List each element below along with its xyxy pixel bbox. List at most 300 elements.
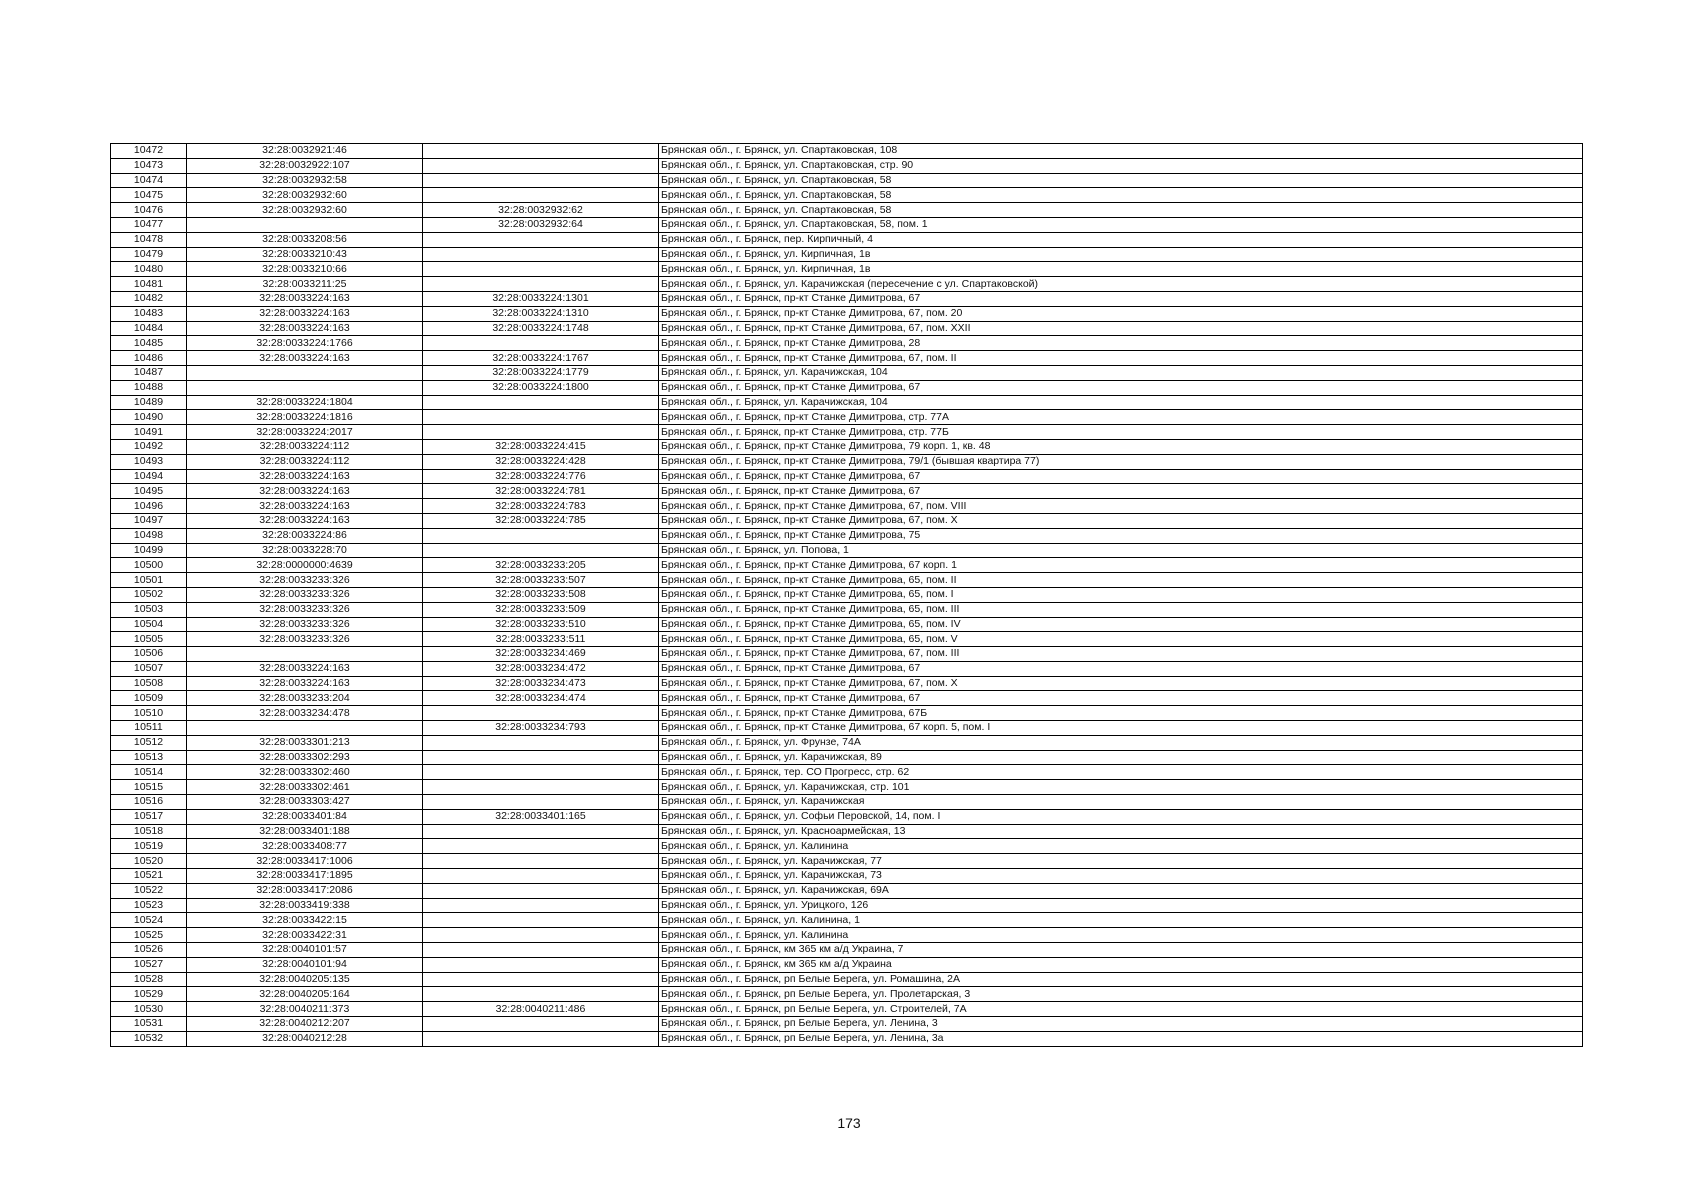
table-row: [111, 277, 1583, 292]
table-row: [111, 721, 1583, 736]
land-cadastral-number-cell: 32:28:0033417:2086: [187, 883, 423, 898]
address-cell: Брянская обл., г. Брянск, пр-кт Станке Димитрова, 67Б: [659, 706, 1583, 721]
land-cadastral-number-cell: 32:28:0033422:31: [187, 928, 423, 943]
table-row: [111, 203, 1583, 218]
land-cadastral-number-cell: 32:28:0032932:60: [187, 203, 423, 218]
table-row: [111, 943, 1583, 958]
table-row: [111, 573, 1583, 588]
table-row: [111, 795, 1583, 810]
address-cell: Брянская обл., г. Брянск, пр-кт Станке Димитрова, стр. 77А: [659, 410, 1583, 425]
row-number-cell: 10482: [111, 291, 187, 306]
table-row: [111, 306, 1583, 321]
address-cell: Брянская обл., г. Брянск, ул. Карачижская, 89: [659, 750, 1583, 765]
land-cadastral-number-cell: 32:28:0033233:326: [187, 587, 423, 602]
row-number-cell: 10519: [111, 839, 187, 854]
address-cell: Брянская обл., г. Брянск, ул. Спартаковская, 108: [659, 144, 1583, 159]
object-cadastral-number-cell: [423, 232, 659, 247]
object-cadastral-number-cell: 32:28:0033224:1310: [423, 306, 659, 321]
row-number-cell: 10481: [111, 277, 187, 292]
table-row: [111, 188, 1583, 203]
table-row: [111, 365, 1583, 380]
land-cadastral-number-cell: [187, 721, 423, 736]
land-cadastral-number-cell: 32:28:0033228:70: [187, 543, 423, 558]
land-cadastral-number-cell: 32:28:0040205:164: [187, 987, 423, 1002]
object-cadastral-number-cell: [423, 706, 659, 721]
table-row: [111, 173, 1583, 188]
row-number-cell: 10479: [111, 247, 187, 262]
address-cell: Брянская обл., г. Брянск, ул. Калинина: [659, 839, 1583, 854]
row-number-cell: 10530: [111, 1002, 187, 1017]
row-number-cell: 10494: [111, 469, 187, 484]
land-cadastral-number-cell: 32:28:0033419:338: [187, 898, 423, 913]
address-cell: Брянская обл., г. Брянск, ул. Карачижская, 104: [659, 365, 1583, 380]
table-row: [111, 395, 1583, 410]
object-cadastral-number-cell: [423, 528, 659, 543]
row-number-cell: 10513: [111, 750, 187, 765]
address-cell: Брянская обл., г. Брянск, пр-кт Станке Димитрова, 79 корп. 1, кв. 48: [659, 439, 1583, 454]
row-number-cell: 10499: [111, 543, 187, 558]
row-number-cell: 10492: [111, 439, 187, 454]
address-cell: Брянская обл., г. Брянск, пр-кт Станке Димитрова, 67, пом. X: [659, 676, 1583, 691]
address-cell: Брянская обл., г. Брянск, пр-кт Станке Димитрова, 67 корп. 1: [659, 558, 1583, 573]
address-cell: Брянская обл., г. Брянск, ул. Урицкого, 126: [659, 898, 1583, 913]
land-cadastral-number-cell: 32:28:0033224:1816: [187, 410, 423, 425]
table-row: [111, 469, 1583, 484]
row-number-cell: 10480: [111, 262, 187, 277]
row-number-cell: 10528: [111, 972, 187, 987]
table-row: [111, 602, 1583, 617]
object-cadastral-number-cell: 32:28:0033224:1767: [423, 351, 659, 366]
table-row: [111, 351, 1583, 366]
row-number-cell: 10509: [111, 691, 187, 706]
table-row: [111, 661, 1583, 676]
object-cadastral-number-cell: [423, 1017, 659, 1032]
land-cadastral-number-cell: 32:28:0033224:86: [187, 528, 423, 543]
object-cadastral-number-cell: [423, 854, 659, 869]
land-cadastral-number-cell: 32:28:0040212:207: [187, 1017, 423, 1032]
object-cadastral-number-cell: [423, 262, 659, 277]
address-cell: Брянская обл., г. Брянск, пр-кт Станке Димитрова, 67, пом. XXII: [659, 321, 1583, 336]
land-cadastral-number-cell: 32:28:0032932:60: [187, 188, 423, 203]
land-cadastral-number-cell: 32:28:0033233:326: [187, 617, 423, 632]
object-cadastral-number-cell: [423, 839, 659, 854]
land-cadastral-number-cell: [187, 647, 423, 662]
address-cell: Брянская обл., г. Брянск, ул. Спартаковская, 58, пом. 1: [659, 217, 1583, 232]
address-cell: Брянская обл., г. Брянск, ул. Спартаковская, 58: [659, 203, 1583, 218]
table-row: [111, 765, 1583, 780]
land-cadastral-number-cell: 32:28:0033417:1895: [187, 869, 423, 884]
row-number-cell: 10502: [111, 587, 187, 602]
land-cadastral-number-cell: 32:28:0033224:163: [187, 499, 423, 514]
row-number-cell: 10491: [111, 425, 187, 440]
table-row: [111, 543, 1583, 558]
table-row: [111, 972, 1583, 987]
table-row: [111, 913, 1583, 928]
object-cadastral-number-cell: 32:28:0033233:205: [423, 558, 659, 573]
object-cadastral-number-cell: 32:28:0033233:509: [423, 602, 659, 617]
address-cell: Брянская обл., г. Брянск, тер. СО Прогресс, стр. 62: [659, 765, 1583, 780]
row-number-cell: 10484: [111, 321, 187, 336]
land-cadastral-number-cell: 32:28:0033224:163: [187, 469, 423, 484]
land-cadastral-number-cell: 32:28:0033234:478: [187, 706, 423, 721]
table-row: [111, 957, 1583, 972]
table-row: [111, 484, 1583, 499]
land-cadastral-number-cell: [187, 365, 423, 380]
object-cadastral-number-cell: [423, 173, 659, 188]
object-cadastral-number-cell: [423, 943, 659, 958]
land-cadastral-number-cell: 32:28:0032932:58: [187, 173, 423, 188]
land-cadastral-number-cell: 32:28:0033302:293: [187, 750, 423, 765]
land-cadastral-number-cell: [187, 217, 423, 232]
address-cell: Брянская обл., г. Брянск, пр-кт Станке Димитрова, 67 корп. 5, пом. I: [659, 721, 1583, 736]
address-cell: Брянская обл., г. Брянск, рп Белые Берега, ул. Ромашина, 2А: [659, 972, 1583, 987]
land-cadastral-number-cell: 32:28:0040101:94: [187, 957, 423, 972]
address-cell: Брянская обл., г. Брянск, ул. Кирпичная, 1в: [659, 262, 1583, 277]
row-number-cell: 10514: [111, 765, 187, 780]
table-row: [111, 1031, 1583, 1046]
address-cell: Брянская обл., г. Брянск, пр-кт Станке Димитрова, 67, пом. X: [659, 513, 1583, 528]
object-cadastral-number-cell: [423, 765, 659, 780]
address-cell: Брянская обл., г. Брянск, пер. Кирпичный, 4: [659, 232, 1583, 247]
object-cadastral-number-cell: 32:28:0033233:510: [423, 617, 659, 632]
row-number-cell: 10490: [111, 410, 187, 425]
object-cadastral-number-cell: [423, 1031, 659, 1046]
row-number-cell: 10489: [111, 395, 187, 410]
row-number-cell: 10527: [111, 957, 187, 972]
row-number-cell: 10515: [111, 780, 187, 795]
land-cadastral-number-cell: 32:28:0040205:135: [187, 972, 423, 987]
object-cadastral-number-cell: 32:28:0033224:1748: [423, 321, 659, 336]
object-cadastral-number-cell: 32:28:0033234:473: [423, 676, 659, 691]
address-cell: Брянская обл., г. Брянск, пр-кт Станке Димитрова, 67, пом. 20: [659, 306, 1583, 321]
object-cadastral-number-cell: 32:28:0033233:508: [423, 587, 659, 602]
object-cadastral-number-cell: 32:28:0033224:781: [423, 484, 659, 499]
row-number-cell: 10526: [111, 943, 187, 958]
row-number-cell: 10508: [111, 676, 187, 691]
address-cell: Брянская обл., г. Брянск, пр-кт Станке Димитрова, 67: [659, 380, 1583, 395]
address-cell: Брянская обл., г. Брянск, ул. Попова, 1: [659, 543, 1583, 558]
land-cadastral-number-cell: 32:28:0033302:461: [187, 780, 423, 795]
table-row: [111, 647, 1583, 662]
table-row: [111, 587, 1583, 602]
object-cadastral-number-cell: 32:28:0033224:783: [423, 499, 659, 514]
land-cadastral-number-cell: 32:28:0032922:107: [187, 158, 423, 173]
table-row: [111, 883, 1583, 898]
land-cadastral-number-cell: 32:28:0033224:163: [187, 306, 423, 321]
row-number-cell: 10522: [111, 883, 187, 898]
table-row: [111, 454, 1583, 469]
address-cell: Брянская обл., г. Брянск, пр-кт Станке Димитрова, 67: [659, 661, 1583, 676]
row-number-cell: 10496: [111, 499, 187, 514]
land-cadastral-number-cell: 32:28:0033401:188: [187, 824, 423, 839]
row-number-cell: 10500: [111, 558, 187, 573]
land-cadastral-number-cell: 32:28:0033224:163: [187, 321, 423, 336]
land-cadastral-number-cell: 32:28:0033224:163: [187, 351, 423, 366]
row-number-cell: 10523: [111, 898, 187, 913]
object-cadastral-number-cell: [423, 425, 659, 440]
address-cell: Брянская обл., г. Брянск, ул. Карачижская: [659, 795, 1583, 810]
row-number-cell: 10503: [111, 602, 187, 617]
object-cadastral-number-cell: [423, 795, 659, 810]
object-cadastral-number-cell: [423, 883, 659, 898]
row-number-cell: 10483: [111, 306, 187, 321]
table-row: [111, 558, 1583, 573]
object-cadastral-number-cell: 32:28:0033224:1779: [423, 365, 659, 380]
table-row: [111, 691, 1583, 706]
object-cadastral-number-cell: 32:28:0032932:62: [423, 203, 659, 218]
object-cadastral-number-cell: [423, 824, 659, 839]
land-cadastral-number-cell: 32:28:0033224:112: [187, 439, 423, 454]
land-cadastral-number-cell: 32:28:0033401:84: [187, 809, 423, 824]
land-cadastral-number-cell: 32:28:0033210:66: [187, 262, 423, 277]
object-cadastral-number-cell: 32:28:0033234:793: [423, 721, 659, 736]
table-row: [111, 839, 1583, 854]
row-number-cell: 10510: [111, 706, 187, 721]
table-row: [111, 735, 1583, 750]
object-cadastral-number-cell: [423, 987, 659, 1002]
table-row: [111, 158, 1583, 173]
land-cadastral-number-cell: 32:28:0033210:43: [187, 247, 423, 262]
row-number-cell: 10473: [111, 158, 187, 173]
object-cadastral-number-cell: 32:28:0033224:785: [423, 513, 659, 528]
address-cell: Брянская обл., г. Брянск, рп Белые Берега, ул. Пролетарская, 3: [659, 987, 1583, 1002]
object-cadastral-number-cell: [423, 735, 659, 750]
land-cadastral-number-cell: 32:28:0033208:56: [187, 232, 423, 247]
row-number-cell: 10472: [111, 144, 187, 159]
table-row: [111, 854, 1583, 869]
address-cell: Брянская обл., г. Брянск, ул. Спартаковская, 58: [659, 173, 1583, 188]
land-cadastral-number-cell: 32:28:0033224:163: [187, 676, 423, 691]
table-row: [111, 425, 1583, 440]
object-cadastral-number-cell: [423, 247, 659, 262]
table-row: [111, 928, 1583, 943]
object-cadastral-number-cell: 32:28:0033224:428: [423, 454, 659, 469]
land-cadastral-number-cell: 32:28:0033422:15: [187, 913, 423, 928]
object-cadastral-number-cell: [423, 144, 659, 159]
row-number-cell: 10485: [111, 336, 187, 351]
row-number-cell: 10506: [111, 647, 187, 662]
row-number-cell: 10518: [111, 824, 187, 839]
row-number-cell: 10507: [111, 661, 187, 676]
row-number-cell: 10504: [111, 617, 187, 632]
address-cell: Брянская обл., г. Брянск, ул. Карачижская, 69А: [659, 883, 1583, 898]
address-cell: Брянская обл., г. Брянск, пр-кт Станке Димитрова, 67, пом. III: [659, 647, 1583, 662]
row-number-cell: 10498: [111, 528, 187, 543]
object-cadastral-number-cell: [423, 928, 659, 943]
address-cell: Брянская обл., г. Брянск, ул. Карачижская, 73: [659, 869, 1583, 884]
table-row: [111, 439, 1583, 454]
address-cell: Брянская обл., г. Брянск, ул. Софьи Перовской, 14, пом. I: [659, 809, 1583, 824]
land-cadastral-number-cell: 32:28:0033224:1804: [187, 395, 423, 410]
object-cadastral-number-cell: [423, 543, 659, 558]
object-cadastral-number-cell: 32:28:0033224:1800: [423, 380, 659, 395]
table-row: [111, 869, 1583, 884]
address-cell: Брянская обл., г. Брянск, пр-кт Станке Димитрова, 28: [659, 336, 1583, 351]
object-cadastral-number-cell: [423, 972, 659, 987]
address-cell: Брянская обл., г. Брянск, ул. Карачижская (пересечение с ул. Спартаковской): [659, 277, 1583, 292]
land-cadastral-number-cell: 32:28:0033224:163: [187, 484, 423, 499]
address-cell: Брянская обл., г. Брянск, ул. Спартаковская, 58: [659, 188, 1583, 203]
land-cadastral-number-cell: 32:28:0000000:4639: [187, 558, 423, 573]
address-cell: Брянская обл., г. Брянск, ул. Спартаковская, стр. 90: [659, 158, 1583, 173]
table-row: [111, 144, 1583, 159]
table-row: [111, 336, 1583, 351]
object-cadastral-number-cell: [423, 780, 659, 795]
land-cadastral-number-cell: 32:28:0033233:326: [187, 573, 423, 588]
table-row: [111, 898, 1583, 913]
land-cadastral-number-cell: 32:28:0033224:163: [187, 291, 423, 306]
land-cadastral-number-cell: 32:28:0033302:460: [187, 765, 423, 780]
object-cadastral-number-cell: 32:28:0033401:165: [423, 809, 659, 824]
row-number-cell: 10474: [111, 173, 187, 188]
object-cadastral-number-cell: [423, 188, 659, 203]
address-cell: Брянская обл., г. Брянск, км 365 км а/д Украина, 7: [659, 943, 1583, 958]
land-cadastral-number-cell: [187, 380, 423, 395]
row-number-cell: 10497: [111, 513, 187, 528]
address-cell: Брянская обл., г. Брянск, пр-кт Станке Димитрова, 65, пом. III: [659, 602, 1583, 617]
land-cadastral-number-cell: 32:28:0033224:112: [187, 454, 423, 469]
address-cell: Брянская обл., г. Брянск, ул. Калинина, 1: [659, 913, 1583, 928]
address-cell: Брянская обл., г. Брянск, ул. Карачижская, 77: [659, 854, 1583, 869]
table-row: [111, 987, 1583, 1002]
table-row: [111, 706, 1583, 721]
row-number-cell: 10486: [111, 351, 187, 366]
address-cell: Брянская обл., г. Брянск, ул. Карачижская, стр. 101: [659, 780, 1583, 795]
object-cadastral-number-cell: [423, 869, 659, 884]
table-row: [111, 410, 1583, 425]
land-cadastral-number-cell: 32:28:0033408:77: [187, 839, 423, 854]
object-cadastral-number-cell: 32:28:0032932:64: [423, 217, 659, 232]
land-cadastral-number-cell: 32:28:0032921:46: [187, 144, 423, 159]
table-row: [111, 632, 1583, 647]
address-cell: Брянская обл., г. Брянск, пр-кт Станке Димитрова, 67: [659, 291, 1583, 306]
row-number-cell: 10477: [111, 217, 187, 232]
address-cell: Брянская обл., г. Брянск, пр-кт Станке Димитрова, 65, пом. I: [659, 587, 1583, 602]
address-cell: Брянская обл., г. Брянск, пр-кт Станке Димитрова, 79/1 (бывшая квартира 77): [659, 454, 1583, 469]
object-cadastral-number-cell: 32:28:0033234:474: [423, 691, 659, 706]
row-number-cell: 10488: [111, 380, 187, 395]
row-number-cell: 10505: [111, 632, 187, 647]
address-cell: Брянская обл., г. Брянск, пр-кт Станке Димитрова, 67: [659, 484, 1583, 499]
address-cell: Брянская обл., г. Брянск, км 365 км а/д Украина: [659, 957, 1583, 972]
table-row: [111, 247, 1583, 262]
row-number-cell: 10487: [111, 365, 187, 380]
address-cell: Брянская обл., г. Брянск, ул. Фрунзе, 74А: [659, 735, 1583, 750]
object-cadastral-number-cell: [423, 913, 659, 928]
registry-table-body: [111, 144, 1583, 1047]
table-row: [111, 824, 1583, 839]
land-cadastral-number-cell: 32:28:0033224:2017: [187, 425, 423, 440]
object-cadastral-number-cell: 32:28:0033234:472: [423, 661, 659, 676]
page-number: 173: [837, 1115, 861, 1131]
row-number-cell: 10516: [111, 795, 187, 810]
registry-table: [110, 143, 1583, 1047]
address-cell: Брянская обл., г. Брянск, рп Белые Берега, ул. Ленина, 3: [659, 1017, 1583, 1032]
address-cell: Брянская обл., г. Брянск, рп Белые Берега, ул. Строителей, 7А: [659, 1002, 1583, 1017]
table-row: [111, 750, 1583, 765]
table-row: [111, 528, 1583, 543]
row-number-cell: 10529: [111, 987, 187, 1002]
table-row: [111, 1002, 1583, 1017]
land-cadastral-number-cell: 32:28:0040101:57: [187, 943, 423, 958]
row-number-cell: 10532: [111, 1031, 187, 1046]
address-cell: Брянская обл., г. Брянск, пр-кт Станке Димитрова, 67: [659, 691, 1583, 706]
object-cadastral-number-cell: 32:28:0033224:776: [423, 469, 659, 484]
address-cell: Брянская обл., г. Брянск, ул. Кирпичная, 1в: [659, 247, 1583, 262]
object-cadastral-number-cell: [423, 750, 659, 765]
row-number-cell: 10478: [111, 232, 187, 247]
address-cell: Брянская обл., г. Брянск, пр-кт Станке Димитрова, 75: [659, 528, 1583, 543]
table-row: [111, 321, 1583, 336]
row-number-cell: 10520: [111, 854, 187, 869]
object-cadastral-number-cell: [423, 277, 659, 292]
land-cadastral-number-cell: 32:28:0033417:1006: [187, 854, 423, 869]
table-row: [111, 809, 1583, 824]
land-cadastral-number-cell: 32:28:0033224:1766: [187, 336, 423, 351]
table-row: [111, 262, 1583, 277]
row-number-cell: 10524: [111, 913, 187, 928]
address-cell: Брянская обл., г. Брянск, ул. Калинина: [659, 928, 1583, 943]
row-number-cell: 10475: [111, 188, 187, 203]
land-cadastral-number-cell: 32:28:0033233:326: [187, 602, 423, 617]
land-cadastral-number-cell: 32:28:0033233:326: [187, 632, 423, 647]
land-cadastral-number-cell: 32:28:0040211:373: [187, 1002, 423, 1017]
object-cadastral-number-cell: 32:28:0033224:415: [423, 439, 659, 454]
table-row: [111, 780, 1583, 795]
object-cadastral-number-cell: [423, 898, 659, 913]
object-cadastral-number-cell: 32:28:0040211:486: [423, 1002, 659, 1017]
address-cell: Брянская обл., г. Брянск, пр-кт Станке Димитрова, стр. 77Б: [659, 425, 1583, 440]
table-row: [111, 380, 1583, 395]
address-cell: Брянская обл., г. Брянск, пр-кт Станке Димитрова, 67: [659, 469, 1583, 484]
address-cell: Брянская обл., г. Брянск, пр-кт Станке Димитрова, 65, пом. V: [659, 632, 1583, 647]
object-cadastral-number-cell: 32:28:0033233:511: [423, 632, 659, 647]
address-cell: Брянская обл., г. Брянск, пр-кт Станке Димитрова, 65, пом. IV: [659, 617, 1583, 632]
land-cadastral-number-cell: 32:28:0033303:427: [187, 795, 423, 810]
land-cadastral-number-cell: 32:28:0033301:213: [187, 735, 423, 750]
object-cadastral-number-cell: 32:28:0033224:1301: [423, 291, 659, 306]
row-number-cell: 10511: [111, 721, 187, 736]
object-cadastral-number-cell: [423, 395, 659, 410]
table-row: [111, 617, 1583, 632]
row-number-cell: 10517: [111, 809, 187, 824]
land-cadastral-number-cell: 32:28:0040212:28: [187, 1031, 423, 1046]
row-number-cell: 10512: [111, 735, 187, 750]
address-cell: Брянская обл., г. Брянск, рп Белые Берега, ул. Ленина, 3а: [659, 1031, 1583, 1046]
table-row: [111, 676, 1583, 691]
land-cadastral-number-cell: 32:28:0033224:163: [187, 513, 423, 528]
object-cadastral-number-cell: 32:28:0033233:507: [423, 573, 659, 588]
row-number-cell: 10493: [111, 454, 187, 469]
table-row: [111, 232, 1583, 247]
row-number-cell: 10501: [111, 573, 187, 588]
object-cadastral-number-cell: [423, 957, 659, 972]
address-cell: Брянская обл., г. Брянск, пр-кт Станке Димитрова, 67, пом. VIII: [659, 499, 1583, 514]
row-number-cell: 10495: [111, 484, 187, 499]
object-cadastral-number-cell: [423, 158, 659, 173]
address-cell: Брянская обл., г. Брянск, пр-кт Станке Димитрова, 67, пом. II: [659, 351, 1583, 366]
table-row: [111, 291, 1583, 306]
object-cadastral-number-cell: [423, 410, 659, 425]
table-row: [111, 1017, 1583, 1032]
address-cell: Брянская обл., г. Брянск, пр-кт Станке Димитрова, 65, пом. II: [659, 573, 1583, 588]
land-cadastral-number-cell: 32:28:0033233:204: [187, 691, 423, 706]
land-cadastral-number-cell: 32:28:0033211:25: [187, 277, 423, 292]
row-number-cell: 10521: [111, 869, 187, 884]
row-number-cell: 10476: [111, 203, 187, 218]
object-cadastral-number-cell: [423, 336, 659, 351]
address-cell: Брянская обл., г. Брянск, ул. Карачижская, 104: [659, 395, 1583, 410]
